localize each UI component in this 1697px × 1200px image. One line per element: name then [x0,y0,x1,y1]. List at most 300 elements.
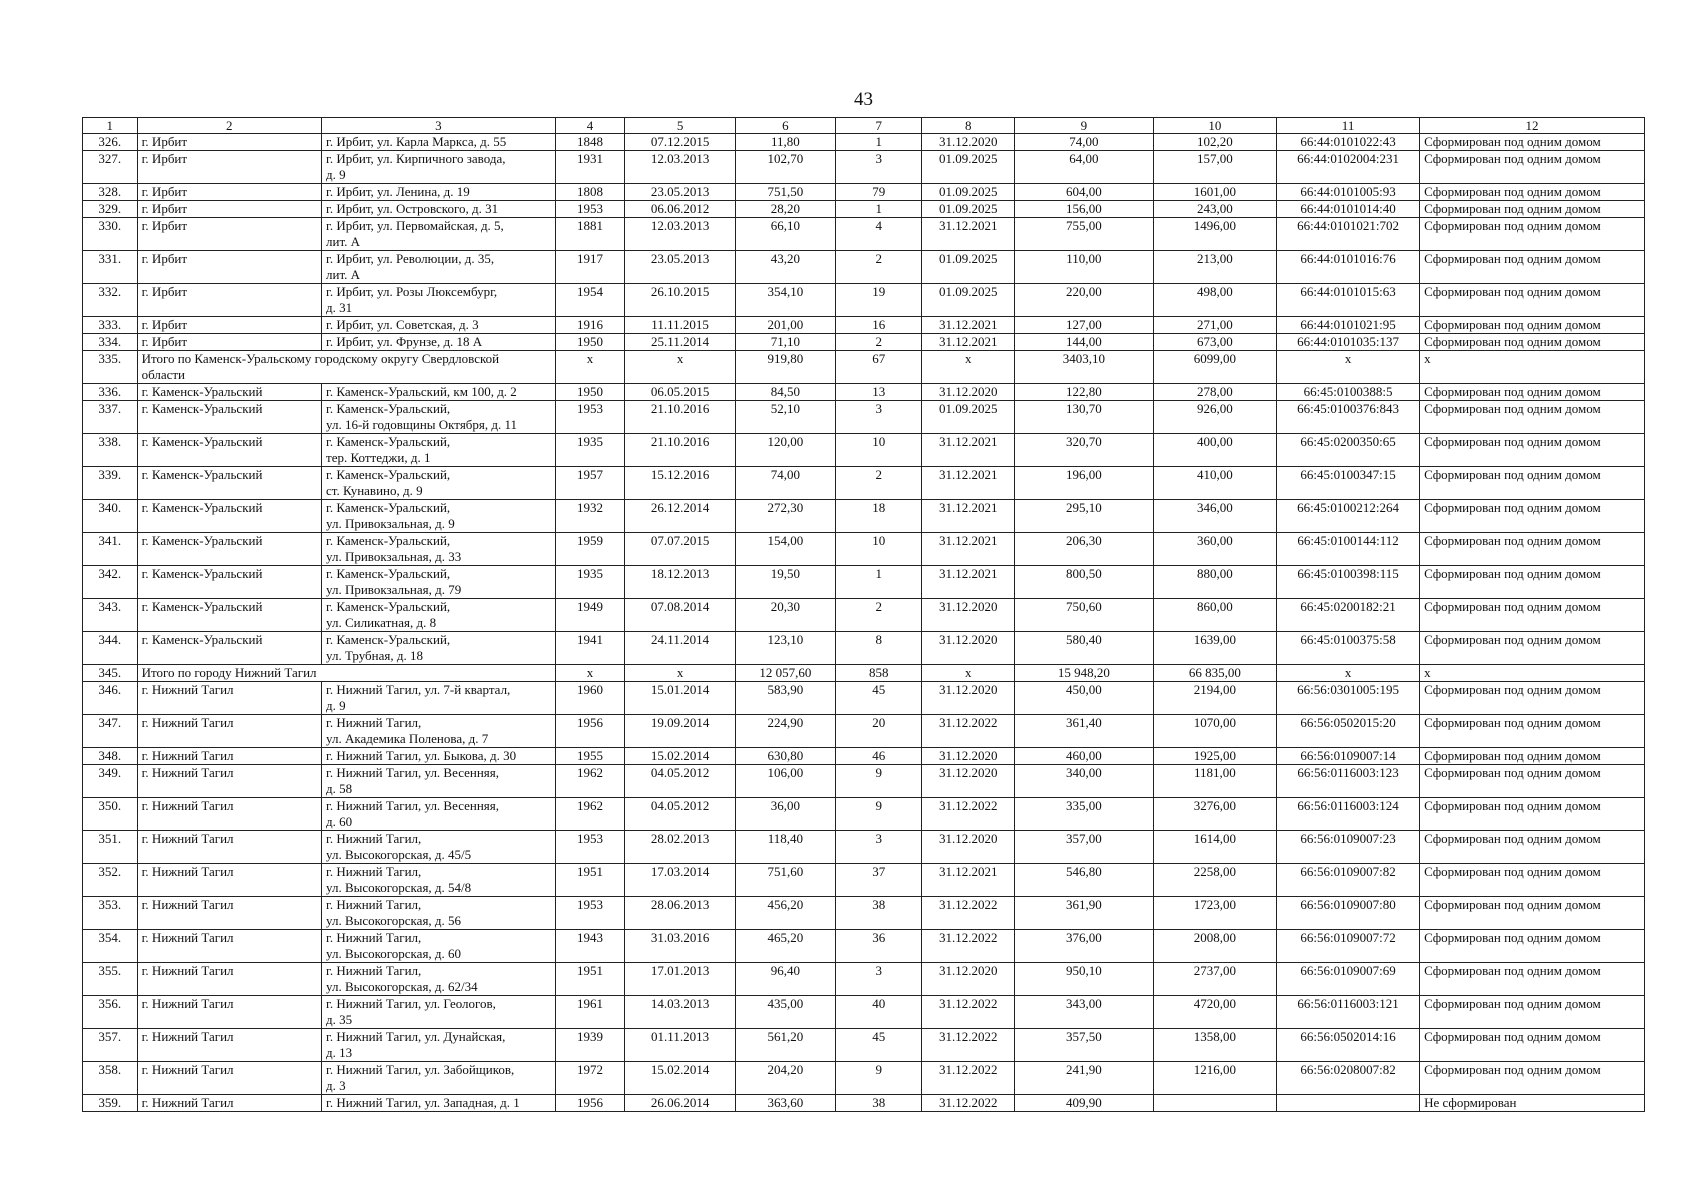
year-cell: 1955 [555,748,625,765]
area-cell: 106,00 [735,765,835,798]
status-cell: Сформирован под одним домом [1420,599,1645,632]
text-line: д. 31 [326,300,353,315]
row-number: 350. [83,798,138,831]
date-cell: 01.11.2013 [625,1029,735,1062]
cost-cell: 64,00 [1015,151,1154,184]
area-cell: 96,40 [735,963,835,996]
residents-cell: 36 [836,930,922,963]
cadastral-number-cell: 66:56:0502015:20 [1277,715,1420,748]
table-row [83,201,1645,218]
row-number: 358. [83,1062,138,1095]
status-cell: Сформирован под одним домом [1420,184,1645,201]
column-number: 7 [836,118,922,134]
deadline-cell: 31.12.2021 [922,500,1015,533]
text-line: г. Нижний Тагил, ул. Геологов, [326,996,496,1011]
address-cell [322,201,556,218]
residents-cell: 2 [836,251,922,284]
cost-cell: 1925,00 [1153,748,1276,765]
date-cell: 04.05.2012 [625,765,735,798]
cost-cell: 15 948,20 [1015,665,1154,682]
cost-cell: 750,60 [1015,599,1154,632]
deadline-cell: 31.12.2020 [922,765,1015,798]
address-cell [322,500,556,533]
status-cell: Сформирован под одним домом [1420,996,1645,1029]
cost-cell: 1070,00 [1153,715,1276,748]
text-line: г. Нижний Тагил, [326,963,422,978]
year-cell: 1941 [555,632,625,665]
row-number: 342. [83,566,138,599]
cadastral-number-cell: 66:45:0100376:843 [1277,401,1420,434]
text-line: г. Нижний Тагил, ул. Западная, д. 1 [326,1095,520,1110]
address-cell [322,682,556,715]
row-number: 329. [83,201,138,218]
text-line: г. Нижний Тагил, [326,897,422,912]
area-cell: 43,20 [735,251,835,284]
residents-cell: 13 [836,384,922,401]
municipality-cell: г. Ирбит [137,201,321,218]
table-row [83,930,1645,963]
text-line: г. Нижний Тагил, ул. Весенняя, [326,798,500,813]
date-cell: 15.12.2016 [625,467,735,500]
text-line: д. 13 [326,1045,353,1060]
deadline-cell: 31.12.2020 [922,831,1015,864]
year-cell: 1956 [555,715,625,748]
deadline-cell: 01.09.2025 [922,184,1015,201]
column-number: 10 [1153,118,1276,134]
municipality-cell: г. Нижний Тагил [137,864,321,897]
address-cell [322,765,556,798]
text-line: г. Каменск-Уральский, [326,401,451,416]
status-cell: Не сформирован [1420,1095,1645,1112]
municipality-cell: г. Нижний Тагил [137,831,321,864]
date-cell: 06.05.2015 [625,384,735,401]
row-number: 337. [83,401,138,434]
text-line: г. Каменск-Уральский, [326,599,451,614]
cost-cell: 1216,00 [1153,1062,1276,1095]
date-cell: 26.12.2014 [625,500,735,533]
row-number: 349. [83,765,138,798]
text-line: лит. А [326,234,361,249]
text-line: г. Каменск-Уральский, [326,632,451,647]
deadline-cell: 31.12.2021 [922,566,1015,599]
date-cell: 12.03.2013 [625,218,735,251]
cadastral-number-cell: 66:45:0100347:15 [1277,467,1420,500]
cost-cell: 213,00 [1153,251,1276,284]
address-cell [322,533,556,566]
text-line: тер. Коттеджи, д. 1 [326,450,431,465]
cost-cell: 110,00 [1015,251,1154,284]
municipality-cell: г. Каменск-Уральский [137,500,321,533]
year-cell: 1808 [555,184,625,201]
row-number: 327. [83,151,138,184]
year-cell: 1953 [555,201,625,218]
year-cell: 1950 [555,384,625,401]
deadline-cell: 31.12.2021 [922,864,1015,897]
area-cell: 224,90 [735,715,835,748]
date-cell: 12.03.2013 [625,151,735,184]
table-row [83,566,1645,599]
row-number: 352. [83,864,138,897]
text-line: г. Ирбит, ул. Революции, д. 35, [326,251,495,266]
text-line: ул. Привокзальная, д. 9 [326,516,455,531]
row-number: 347. [83,715,138,748]
table-row [83,831,1645,864]
status-cell: Сформирован под одним домом [1420,715,1645,748]
municipality-cell: г. Каменск-Уральский [137,599,321,632]
status-cell: Сформирован под одним домом [1420,401,1645,434]
residents-cell: 20 [836,715,922,748]
area-cell: 919,80 [735,351,835,384]
address-cell [322,930,556,963]
date-cell: х [625,351,735,384]
table-row [83,334,1645,351]
status-cell: Сформирован под одним домом [1420,682,1645,715]
cost-cell: 295,10 [1015,500,1154,533]
text-line: г. Каменск-Уральский, км 100, д. 2 [326,384,517,399]
cost-cell: 860,00 [1153,599,1276,632]
municipality-cell: г. Ирбит [137,251,321,284]
residents-cell: 19 [836,284,922,317]
residents-cell: 40 [836,996,922,1029]
row-number: 332. [83,284,138,317]
text-line: д. 58 [326,781,353,796]
table-row [83,748,1645,765]
table-row [83,218,1645,251]
total-label-cell [137,351,555,384]
area-cell: 71,10 [735,334,835,351]
text-line: г. Нижний Тагил, [326,831,422,846]
cadastral-number-cell: 66:44:0101021:95 [1277,317,1420,334]
text-line: ул. Силикатная, д. 8 [326,615,437,630]
text-line: г. Нижний Тагил, ул. Дунайская, [326,1029,506,1044]
text-line: ул. Высокогорская, д. 54/8 [326,880,472,895]
area-cell: 354,10 [735,284,835,317]
cadastral-number-cell: 66:45:0200182:21 [1277,599,1420,632]
year-cell: 1935 [555,566,625,599]
cost-cell: 4720,00 [1153,996,1276,1029]
cost-cell: 580,40 [1015,632,1154,665]
cost-cell: 409,90 [1015,1095,1154,1112]
date-cell: 28.02.2013 [625,831,735,864]
status-cell: Сформирован под одним домом [1420,897,1645,930]
address-cell [322,1062,556,1095]
status-cell: Сформирован под одним домом [1420,566,1645,599]
year-cell: 1917 [555,251,625,284]
area-cell: 66,10 [735,218,835,251]
area-cell: 751,50 [735,184,835,201]
residents-cell: 8 [836,632,922,665]
table-row [83,500,1645,533]
address-cell [322,251,556,284]
cadastral-number-cell: 66:44:0101015:63 [1277,284,1420,317]
status-cell: Сформирован под одним домом [1420,500,1645,533]
area-cell: 751,60 [735,864,835,897]
row-number: 356. [83,996,138,1029]
date-cell: 07.07.2015 [625,533,735,566]
deadline-cell: 31.12.2020 [922,599,1015,632]
cost-cell: 127,00 [1015,317,1154,334]
text-line: г. Каменск-Уральский, [326,467,451,482]
text-line: г. Нижний Тагил, [326,930,422,945]
text-line: Итого по городу Нижний Тагил [141,665,317,680]
cost-cell: 2008,00 [1153,930,1276,963]
text-line: ул. Высокогорская, д. 45/5 [326,847,472,862]
deadline-cell: 01.09.2025 [922,201,1015,218]
total-row [83,665,1645,682]
cost-cell: 130,70 [1015,401,1154,434]
status-cell: Сформирован под одним домом [1420,765,1645,798]
deadline-cell: 31.12.2022 [922,1029,1015,1062]
residents-cell: 45 [836,1029,922,1062]
date-cell: 21.10.2016 [625,401,735,434]
area-cell: 456,20 [735,897,835,930]
cost-cell: 278,00 [1153,384,1276,401]
cost-cell: 343,00 [1015,996,1154,1029]
residents-cell: 37 [836,864,922,897]
area-cell: 36,00 [735,798,835,831]
area-cell: 154,00 [735,533,835,566]
text-line: д. 9 [326,167,346,182]
date-cell: 15.02.2014 [625,1062,735,1095]
column-number: 12 [1420,118,1645,134]
residents-cell: 38 [836,897,922,930]
table-row [83,798,1645,831]
text-line: г. Ирбит, ул. Розы Люксембург, [326,284,498,299]
address-cell [322,218,556,251]
deadline-cell: 01.09.2025 [922,401,1015,434]
cost-cell: 376,00 [1015,930,1154,963]
row-number: 334. [83,334,138,351]
cadastral-number-cell [1277,1095,1420,1112]
area-cell: 435,00 [735,996,835,1029]
row-number: 340. [83,500,138,533]
table-row [83,1095,1645,1112]
cadastral-number-cell: 66:45:0100212:264 [1277,500,1420,533]
address-cell [322,1029,556,1062]
year-cell: 1960 [555,682,625,715]
status-cell: Сформирован под одним домом [1420,434,1645,467]
residents-cell: 3 [836,401,922,434]
municipality-cell: г. Нижний Тагил [137,748,321,765]
table-row [83,632,1645,665]
cadastral-number-cell: 66:45:0100375:58 [1277,632,1420,665]
cadastral-number-cell: 66:56:0109007:82 [1277,864,1420,897]
text-line: д. 35 [326,1012,353,1027]
text-line: ул. Высокогорская, д. 60 [326,946,462,961]
year-cell: 1953 [555,401,625,434]
cost-cell: 156,00 [1015,201,1154,218]
text-line: д. 3 [326,1078,346,1093]
text-line: г. Каменск-Уральский, [326,533,451,548]
column-number: 1 [83,118,138,134]
area-cell: 120,00 [735,434,835,467]
cost-cell: 2194,00 [1153,682,1276,715]
cost-cell: 3403,10 [1015,351,1154,384]
deadline-cell: 31.12.2021 [922,334,1015,351]
year-cell: 1962 [555,798,625,831]
year-cell: 1939 [555,1029,625,1062]
area-cell: 11,80 [735,134,835,151]
cost-cell: 2258,00 [1153,864,1276,897]
residents-cell: 1 [836,566,922,599]
address-cell [322,566,556,599]
area-cell: 12 057,60 [735,665,835,682]
deadline-cell: 31.12.2021 [922,533,1015,566]
text-line: области [141,367,186,382]
cost-cell: 673,00 [1153,334,1276,351]
date-cell: 24.11.2014 [625,632,735,665]
deadline-cell: 31.12.2020 [922,682,1015,715]
text-line: г. Ирбит, ул. Кирпичного завода, [326,151,506,166]
row-number: 351. [83,831,138,864]
residents-cell: 3 [836,963,922,996]
cost-cell: 196,00 [1015,467,1154,500]
cost-cell: 800,50 [1015,566,1154,599]
table-row [83,682,1645,715]
cadastral-number-cell: 66:45:0200350:65 [1277,434,1420,467]
cadastral-number-cell: 66:56:0208007:82 [1277,1062,1420,1095]
cost-cell: 950,10 [1015,963,1154,996]
address-cell [322,963,556,996]
cadastral-number-cell: 66:44:0101005:93 [1277,184,1420,201]
table-row [83,864,1645,897]
deadline-cell: 01.09.2025 [922,284,1015,317]
table-row [83,715,1645,748]
area-cell: 20,30 [735,599,835,632]
row-number: 355. [83,963,138,996]
column-number: 3 [322,118,556,134]
year-cell: 1956 [555,1095,625,1112]
cost-cell: 361,90 [1015,897,1154,930]
address-cell [322,748,556,765]
text-line: ул. Высокогорская, д. 56 [326,913,462,928]
cost-cell: 3276,00 [1153,798,1276,831]
municipality-cell: г. Нижний Тагил [137,1029,321,1062]
text-line: г. Нижний Тагил, [326,715,422,730]
date-cell: 07.12.2015 [625,134,735,151]
year-cell: 1881 [555,218,625,251]
year-cell: 1949 [555,599,625,632]
municipality-cell: г. Нижний Тагил [137,1062,321,1095]
deadline-cell: 31.12.2022 [922,715,1015,748]
status-cell: Сформирован под одним домом [1420,384,1645,401]
cost-cell [1153,1095,1276,1112]
municipality-cell: г. Каменск-Уральский [137,566,321,599]
text-line: ул. Привокзальная, д. 33 [326,549,462,564]
cadastral-number-cell: 66:56:0109007:23 [1277,831,1420,864]
date-cell: 15.02.2014 [625,748,735,765]
row-number: 341. [83,533,138,566]
cost-cell: 1358,00 [1153,1029,1276,1062]
text-line: Итого по Каменск-Уральскому городскому округу Свердловской [141,351,500,366]
text-line: г. Ирбит, ул. Ленина, д. 19 [326,184,470,199]
date-cell: 11.11.2015 [625,317,735,334]
residents-cell: 18 [836,500,922,533]
residents-cell: 10 [836,533,922,566]
text-line: д. 9 [326,698,346,713]
housing-registry-table [82,117,1645,1112]
area-cell: 84,50 [735,384,835,401]
total-label-cell [137,665,555,682]
municipality-cell: г. Нижний Тагил [137,798,321,831]
municipality-cell: г. Ирбит [137,218,321,251]
municipality-cell: г. Нижний Тагил [137,996,321,1029]
municipality-cell: г. Ирбит [137,317,321,334]
cadastral-number-cell: 66:44:0102004:231 [1277,151,1420,184]
area-cell: 201,00 [735,317,835,334]
text-line: г. Ирбит, ул. Советская, д. 3 [326,317,479,332]
cost-cell: 206,30 [1015,533,1154,566]
address-cell [322,467,556,500]
cadastral-number-cell: 66:44:0101014:40 [1277,201,1420,218]
status-cell: Сформирован под одним домом [1420,1062,1645,1095]
cost-cell: 361,40 [1015,715,1154,748]
date-cell: 04.05.2012 [625,798,735,831]
column-number-row [83,118,1645,134]
status-cell: х [1420,351,1645,384]
text-line: г. Нижний Тагил, ул. Забойщиков, [326,1062,515,1077]
row-number: 326. [83,134,138,151]
table-row [83,996,1645,1029]
table-row [83,317,1645,334]
municipality-cell: г. Ирбит [137,134,321,151]
table-row [83,897,1645,930]
status-cell: Сформирован под одним домом [1420,317,1645,334]
status-cell: Сформирован под одним домом [1420,201,1645,218]
row-number: 353. [83,897,138,930]
year-cell: 1957 [555,467,625,500]
deadline-cell: х [922,665,1015,682]
date-cell: 14.03.2013 [625,996,735,1029]
municipality-cell: г. Каменск-Уральский [137,401,321,434]
address-cell [322,401,556,434]
table-row [83,184,1645,201]
cadastral-number-cell: 66:56:0502014:16 [1277,1029,1420,1062]
table-row [83,401,1645,434]
table-row [83,533,1645,566]
table-row [83,1062,1645,1095]
residents-cell: 858 [836,665,922,682]
residents-cell: 2 [836,334,922,351]
row-number: 336. [83,384,138,401]
cost-cell: 2737,00 [1153,963,1276,996]
row-number: 357. [83,1029,138,1062]
cost-cell: 410,00 [1153,467,1276,500]
cost-cell: 320,70 [1015,434,1154,467]
residents-cell: 1 [836,134,922,151]
status-cell: Сформирован под одним домом [1420,218,1645,251]
table-row [83,434,1645,467]
status-cell: Сформирован под одним домом [1420,251,1645,284]
area-cell: 123,10 [735,632,835,665]
status-cell: Сформирован под одним домом [1420,930,1645,963]
municipality-cell: г. Каменск-Уральский [137,533,321,566]
text-line: г. Ирбит, ул. Фрунзе, д. 18 А [326,334,483,349]
area-cell: 561,20 [735,1029,835,1062]
text-line: ул. Трубная, д. 18 [326,648,423,663]
cadastral-number-cell: 66:56:0116003:121 [1277,996,1420,1029]
address-cell [322,434,556,467]
table-row [83,599,1645,632]
residents-cell: 3 [836,151,922,184]
cost-cell: 1639,00 [1153,632,1276,665]
address-cell [322,897,556,930]
date-cell: 07.08.2014 [625,599,735,632]
status-cell: Сформирован под одним домом [1420,533,1645,566]
text-line: г. Ирбит, ул. Островского, д. 31 [326,201,499,216]
area-cell: 118,40 [735,831,835,864]
status-cell: Сформирован под одним домом [1420,467,1645,500]
